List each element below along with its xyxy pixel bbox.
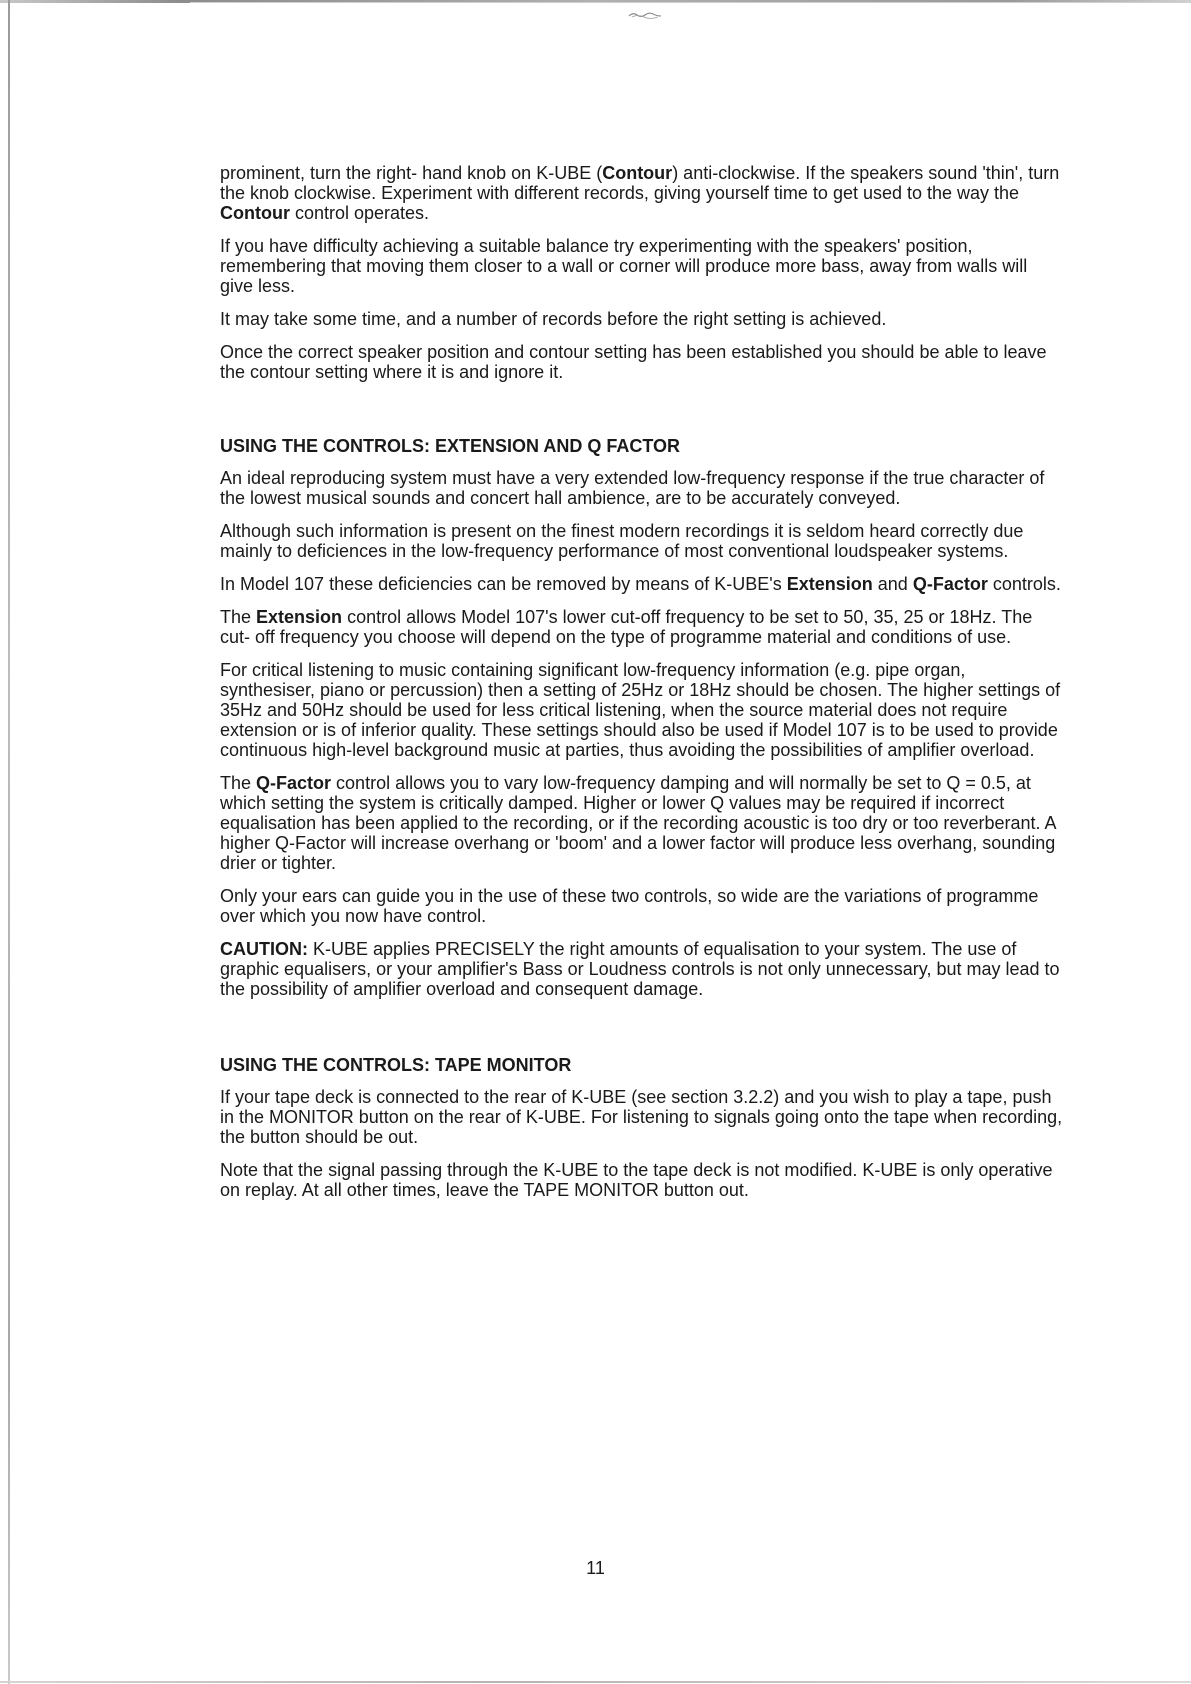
section-gap [220,1012,1065,1054]
bold-term-q-factor: Q-Factor [256,773,332,793]
intro-paragraph-balance: If you have difficulty achieving a suitable balance try experimenting with the speakers' position, remembering that moving them closer to a wall or corner will produce more bass, away from walls will give less. [220,236,1028,296]
intro-paragraph-settled: Once the correct speaker position and contour setting has been established you should be able to leave the contour setting where it is and ignore it. [220,342,1047,382]
caution-label: CAUTION: [220,939,308,959]
bold-term-contour: Contour [220,203,290,223]
extension-paragraph-q-factor [220,773,1065,873]
tape-monitor-paragraph-note: Note that the signal passing through the K-UBE to the tape deck is not modified. K-UBE is only operative on replay. At all other times, leave the TAPE MONITOR button out. [220,1160,1053,1200]
intro-section [220,163,1065,382]
text-run: control operates. [289,203,430,223]
text-run: In Model 107 these deficiencies can be removed by means of K-UBE's [220,574,787,594]
scan-edge-left [8,0,10,1684]
tape-monitor-section [220,1054,1065,1200]
scan-edge-top-inner [190,2,1190,3]
document-page [220,163,1065,1213]
extension-paragraph-ideal: An ideal reproducing system must have a very extended low-frequency response if the true character of the lowest musical sounds and concert hall ambience, are to be accurately conveyed. [220,468,1045,508]
text-run: and [872,574,913,594]
tape-monitor-paragraph-playback: If your tape deck is connected to the rear of K-UBE (see section 3.2.2) and you wish to play a tape, push in the MONITOR button on the rear of K-UBE. For listening to signals going onto the tape when recording, the button should be out. [220,1087,1063,1147]
text-run: ) anti-clockwise. If the speakers sound 'thin', turn the knob clockwise. Experiment with different records, giving yourself time to get used to the way the [220,163,1060,203]
bold-term-q-factor: Q-Factor [912,574,988,594]
text-run: The [220,773,257,793]
bold-term-extension: Extension [256,607,343,627]
intro-paragraph-contour [220,163,1065,223]
text-run: controls. [987,574,1061,594]
extension-paragraph-critical-listening: For critical listening to music containing significant low-frequency information (e.g. pipe organ, synthesiser, piano or percussion) then a setting of 25Hz or 18Hz should be chosen. The higher settings of 35Hz and 50Hz should be used for less critical listening, when the source material does not require extension or is of inferior quality. These settings should also be used if Model 107 is to be used to provide continuous high-level background music at parties, thus avoiding the possibilities of amplifier overload. [220,660,1061,760]
extension-paragraph-recordings: Although such information is present on the finest modern recordings it is seldom heard correctly due mainly to deficiences in the low-frequency performance of most conventional loudspeaker systems. [220,521,1024,561]
extension-paragraph-ears: Only your ears can guide you in the use of these two controls, so wide are the variations of programme over which you now have control. [220,886,1039,926]
extension-paragraph-cutoff [220,607,1065,647]
scan-smudge-mark [628,11,662,19]
text-run: The [220,607,257,627]
text-run: control allows Model 107's lower cut-off frequency to be set to 50, 35, 25 or 18Hz. The cut- off frequency you choose will depend on the type of programme material and conditions of use. [220,607,1033,647]
scan-edge-bottom [0,1681,1191,1683]
section-gap [220,395,1065,435]
bold-term-extension: Extension [786,574,873,594]
extension-heading: USING THE CONTROLS: EXTENSION AND Q FACTOR [220,436,681,456]
tape-monitor-heading: USING THE CONTROLS: TAPE MONITOR [220,1055,572,1075]
extension-section [220,435,1065,999]
extension-paragraph-caution [220,939,1065,999]
text-run: K-UBE applies PRECISELY the right amounts of equalisation to your system. The use of graphic equalisers, or your amplifier's Bass or Loudness controls is not only unnecessary, but may lead to the possibility of amplifier overload and consequent damage. [220,939,1060,999]
extension-paragraph-model107 [220,574,1065,594]
text-run: control allows you to vary low-frequency damping and will normally be set to Q = 0.5, at which setting the system is critically damped. Higher or lower Q values may be required if incorrect equalisation has been applied to the recording, or if the recording acoustic is too dry or too reverberant. A higher Q-Factor will increase overhang or 'boom' and a lower factor will produce less overhang, sounding drier or tighter. [220,773,1056,873]
bold-term-contour: Contour [602,163,673,183]
page-number: 11 [586,1558,605,1578]
intro-paragraph-time: It may take some time, and a number of records before the right setting is achieved. [220,309,887,329]
text-run: prominent, turn the right- hand knob on K-UBE ( [220,163,603,183]
